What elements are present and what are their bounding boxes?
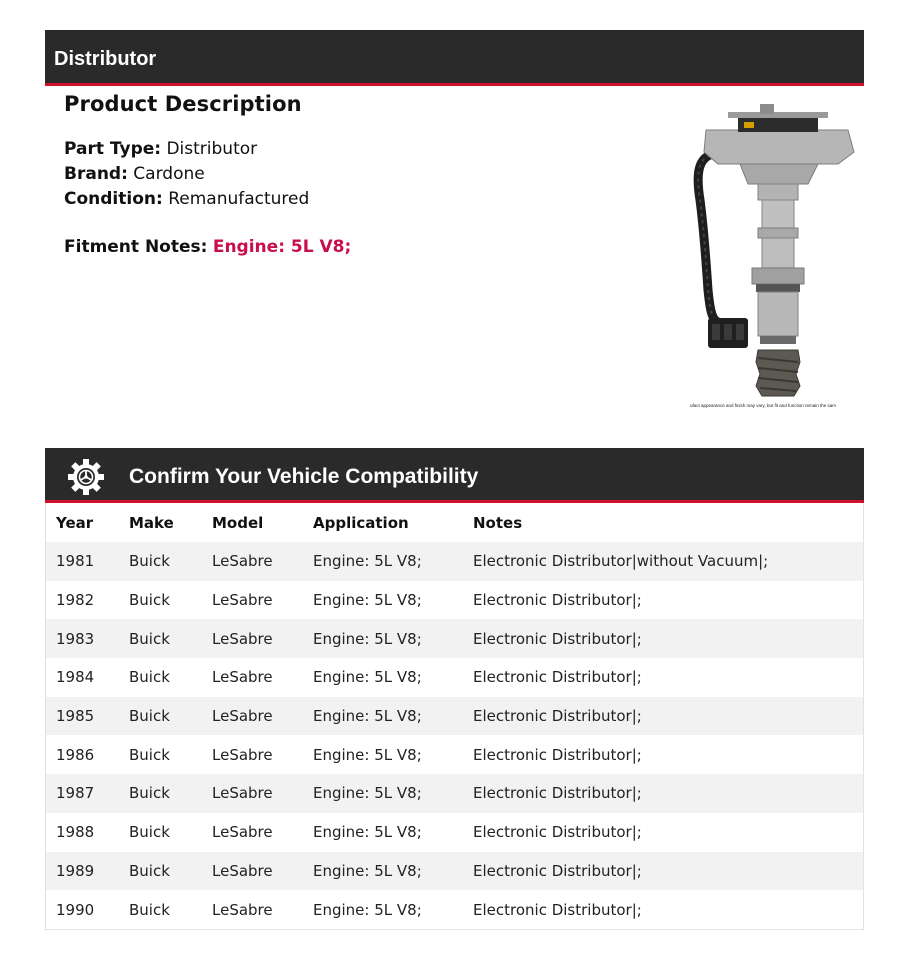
cell-application: Engine: 5L V8; [313,745,422,764]
compatibility-bar [45,448,864,503]
product-title-bar [45,30,864,86]
cell-make: Buick [129,900,170,919]
product-title: Distributor [54,48,157,70]
cell-notes: Electronic Distributor|without Vacuum|; [473,542,863,581]
cell-application: Engine: 5L V8; [313,668,422,687]
spec-label: Part Type: [64,139,162,159]
cell-make: Buick [129,823,170,842]
cell-year: 1990 [56,900,95,919]
spec-brand [64,162,351,187]
cell-application: Engine: 5L V8; [313,900,422,919]
cell-application: Engine: 5L V8; [313,697,473,736]
product-image[interactable] [688,100,868,400]
spec-value: Distributor [166,139,258,159]
table-row [46,735,863,774]
cell-notes: Electronic Distributor|; [473,591,642,610]
cell-application: Engine: 5L V8; [313,591,422,610]
cell-application: Engine: 5L V8; [313,619,473,658]
table-row [46,813,863,852]
compatibility-title: Confirm Your Vehicle Compatibility [129,465,479,488]
cell-model: LeSabre [212,697,313,736]
cell-application: Engine: 5L V8; [313,542,473,581]
spec-list [64,137,351,212]
cell-year: 1985 [46,697,129,736]
table-row [46,619,863,658]
cell-notes: Electronic Distributor|; [473,668,642,687]
table-row [46,658,863,697]
cell-model: LeSabre [212,823,273,842]
cell-year: 1988 [56,823,95,842]
image-caption: ufact appearance and finish may vary, but fit and function remain the sam [690,403,836,408]
cell-year: 1982 [56,591,95,610]
cell-notes: Electronic Distributor|; [473,774,863,813]
cell-notes: Electronic Distributor|; [473,745,642,764]
cell-year: 1984 [56,668,95,687]
cell-notes: Electronic Distributor|; [473,852,863,891]
cell-notes: Electronic Distributor|; [473,697,863,736]
spec-part-type [64,137,351,162]
cell-model: LeSabre [212,774,313,813]
table-row [46,774,863,813]
table-row [46,581,863,620]
cell-make: Buick [129,668,170,687]
cell-notes: Electronic Distributor|; [473,900,642,919]
cell-make: Buick [129,591,170,610]
cell-application: Engine: 5L V8; [313,852,473,891]
cell-make: Buick [129,542,212,581]
column-header-make[interactable]: Make [129,513,174,532]
cell-year: 1981 [46,542,129,581]
column-header-application[interactable]: Application [313,513,409,532]
compatibility-table [45,503,864,930]
spec-value: Cardone [133,164,205,184]
fitment-notes [64,237,351,257]
gear-car-icon [66,457,106,497]
cell-make: Buick [129,745,170,764]
spec-value: Remanufactured [168,189,310,209]
table-row [46,890,863,929]
fitment-label: Fitment Notes: [64,237,208,257]
product-description [64,92,351,257]
cell-year: 1986 [56,745,95,764]
cell-make: Buick [129,852,212,891]
spec-label: Condition: [64,189,163,209]
cell-model: LeSabre [212,668,273,687]
description-heading: Product Description [64,92,302,116]
cell-model: LeSabre [212,591,273,610]
cell-year: 1983 [46,619,129,658]
cell-application: Engine: 5L V8; [313,774,473,813]
cell-model: LeSabre [212,619,313,658]
column-header-model[interactable]: Model [212,513,264,532]
table-header-row [46,503,863,542]
column-header-notes[interactable]: Notes [473,513,523,532]
cell-make: Buick [129,697,212,736]
cell-application: Engine: 5L V8; [313,823,422,842]
cell-notes: Electronic Distributor|; [473,619,863,658]
cell-make: Buick [129,619,212,658]
column-header-year[interactable]: Year [56,513,94,532]
cell-notes: Electronic Distributor|; [473,823,642,842]
cell-model: LeSabre [212,745,273,764]
table-row [46,542,863,581]
table-row [46,697,863,736]
cell-model: LeSabre [212,542,313,581]
cell-model: LeSabre [212,900,273,919]
fitment-value: Engine: 5L V8; [212,237,352,257]
cell-year: 1989 [46,852,129,891]
table-row [46,852,863,891]
spec-condition [64,187,351,212]
cell-year: 1987 [46,774,129,813]
cell-model: LeSabre [212,852,313,891]
spec-label: Brand: [64,164,128,184]
cell-make: Buick [129,774,212,813]
